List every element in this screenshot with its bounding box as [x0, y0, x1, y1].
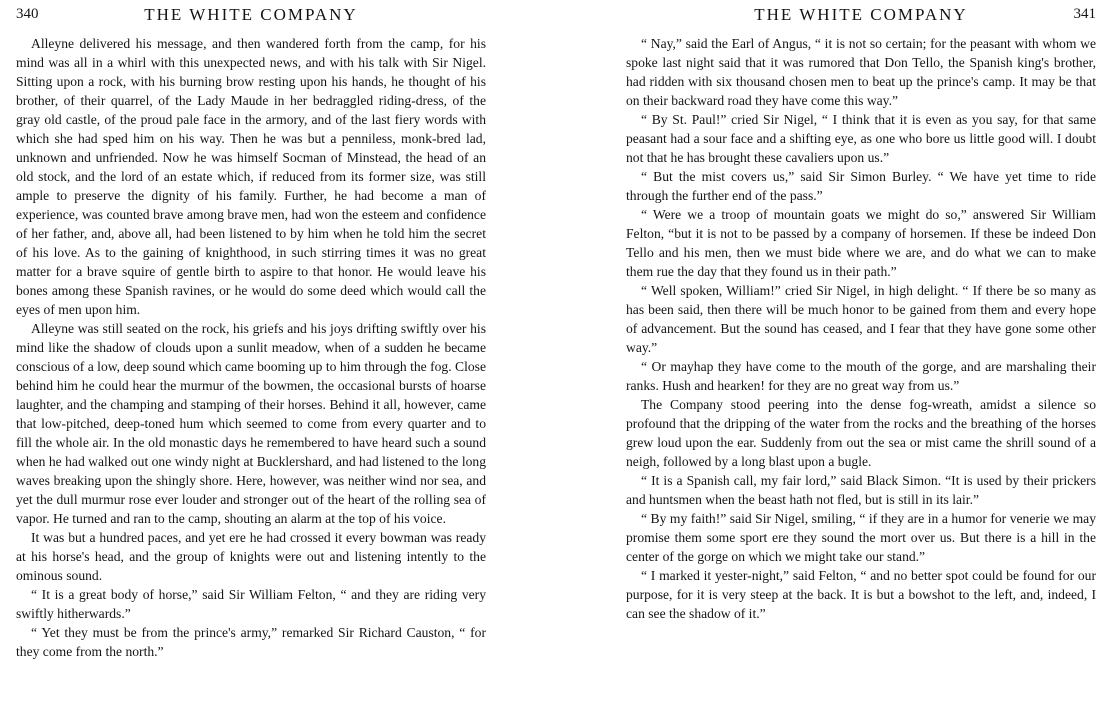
paragraph: The Company stood peering into the dense fog-wreath, amidst a silence so profound that the dripping of the water from the rocks and the breathing of the horses grew loud upon the ear. Suddenly from out the sea or mist came the shrill sound of a neigh, followed by a long blast upon a bugle. [626, 397, 1096, 469]
paragraph: Alleyne delivered his message, and then wandered forth from the camp, for his mind was all in a whirl with this unexpected news, and with his talk with Sir Nigel. Sitting upon a rock, with his burning brow resting upon his hands, he thought of his brother, of their quarrel, of the Lady Maude in her bedraggled riding-dress, of the gray old castle, of the proud pale face in the armory, and of the last fiery words with which she had sped him on his way. Then he was but a penniless, monk-bred lad, unknown and unfriended. Now he was himself Socman of Minstead, the head of an old stock, and the lord of an estate which, if reduced from its former size, was still ample to preserve the dignity of his family. Further, he had become a man of experience, was counted brave among brave men, had won the esteem and confidence of her father, and, above all, had been listened to by him when he told him the secret of his love. As to the gaining of knighthood, in such stirring times it was no great matter for a brave squire of gentle birth to aspire to that honor. He would leave his bones among these Spanish ravines, or he would do some deed which would call the eyes of men upon him. [16, 36, 486, 317]
paragraph: “ Nay,” said the Earl of Angus, “ it is not so certain; for the peasant with whom we spoke last night said that it was rumored that Don Tello, the Spanish king's brother, had ridden with six thousand chosen men to beat up the prince's camp. It may be that on their backward road they have come this way.” [626, 36, 1096, 108]
left-page-text [16, 34, 486, 661]
paragraph: “ It is a Spanish call, my fair lord,” said Black Simon. “It is used by their prickers and huntsmen when the beast hath not fled, but is still in its lair.” [626, 473, 1096, 507]
paragraph: “ But the mist covers us,” said Sir Simon Burley. “ We have yet time to ride through the further end of the pass.” [626, 169, 1096, 203]
paragraph: “ It is a great body of horse,” said Sir William Felton, “ and they are riding very swiftly hitherwards.” [16, 587, 486, 621]
paragraph: “ Yet they must be from the prince's army,” remarked Sir Richard Causton, “ for they come from the north.” [16, 625, 486, 659]
right-page-header [626, 0, 1096, 30]
page-number: 340 [16, 6, 39, 22]
paragraph: It was but a hundred paces, and yet ere he had crossed it every bowman was ready at his horse's head, and the group of knights were out and listening intently to the ominous sound. [16, 530, 486, 583]
paragraph: “ Well spoken, William!” cried Sir Nigel, in high delight. “ If there be so many as has been said, then there will be much honor to be gained from them and every hope of advancement. But the sound has ceased, and I fear that they have gone some other way.” [626, 283, 1096, 355]
paragraph: “ By St. Paul!” cried Sir Nigel, “ I think that it is even as you say, for that same peasant had a sour face and a shifting eye, as one who bore us little good will. I doubt not that he has brought these cavaliers upon us.” [626, 112, 1096, 165]
paragraph: “ By my faith!” said Sir Nigel, smiling, “ if they are in a humor for venerie we may promise them some sport ere they sound the mort over us. But there is a hill in the center of the gorge on which we might take our stand.” [626, 511, 1096, 564]
running-head: THE WHITE COMPANY [754, 5, 968, 24]
right-page-text [626, 34, 1096, 623]
right-page [626, 0, 1096, 713]
left-page [16, 0, 486, 713]
paragraph: “ Or mayhap they have come to the mouth of the gorge, and are marshaling their ranks. Hush and hearken! for they are no great way from us.” [626, 359, 1096, 393]
page-number: 341 [1073, 6, 1096, 22]
paragraph: Alleyne was still seated on the rock, his griefs and his joys drifting swiftly over his mind like the shadow of clouds upon a sunlit meadow, when of a sudden he became conscious of a low, deep sound which came booming up to him through the fog. Close behind him he could hear the murmur of the bowmen, the occasional bursts of hoarse laughter, and the champing and stamping of their horses. Behind it all, however, came that low-pitched, deep-toned hum which seemed to come from every quarter and to fill the whole air. In the old monastic days he remembered to have heard such a sound when he had walked out one windy night at Bucklershard, and had listened to the long waves breaking upon the shingly shore. Here, however, was neither wind nor sea, and yet the dull murmur rose ever louder and stronger out of the heart of the rolling sea of vapor. He turned and ran to the camp, shouting an alarm at the top of his voice. [16, 321, 486, 526]
paragraph: “ Were we a troop of mountain goats we might do so,” answered Sir William Felton, “but it is not to be passed by a company of horsemen. If these be indeed Don Tello and his men, then we must bide where we are, and do what we can to make them rue the day that they found us in their path.” [626, 207, 1096, 279]
left-page-header [16, 0, 486, 30]
running-head: THE WHITE COMPANY [144, 5, 358, 24]
paragraph: “ I marked it yester-night,” said Felton, “ and no better spot could be found for our purpose, for it is very steep at the back. It is but a bowshot to the left, and, indeed, I can see the shadow of it.” [626, 568, 1096, 621]
